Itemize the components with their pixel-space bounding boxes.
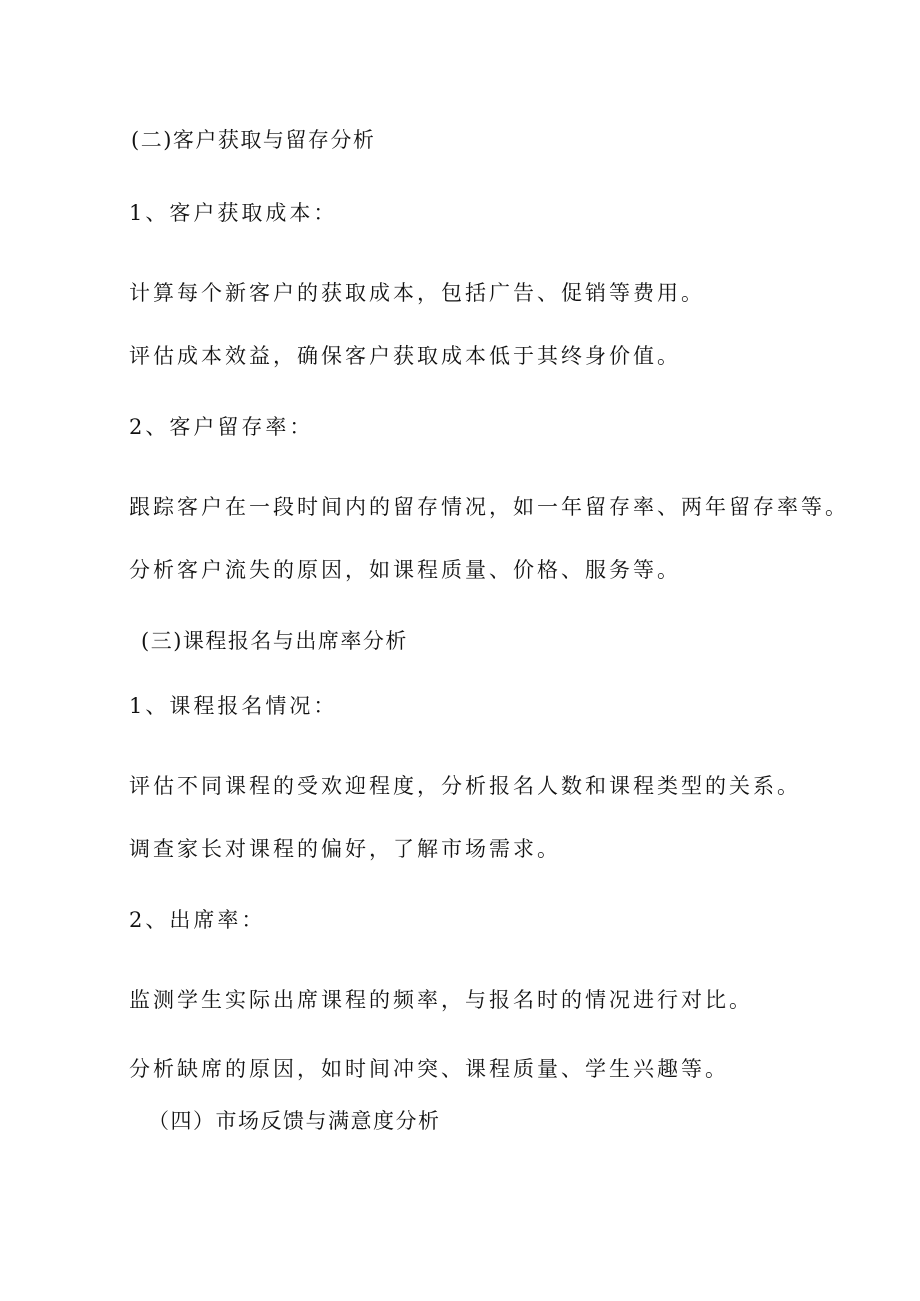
section-heading-market-feedback: （四）市场反馈与满意度分析	[148, 1109, 441, 1133]
item-title-enrollment-status: 1、课程报名情况：	[129, 694, 338, 718]
section-heading-customer-acquisition: (二)客户获取与留存分析	[131, 128, 376, 152]
item-title-attendance-rate: 2、出席率：	[129, 908, 266, 932]
item-title-acquisition-cost: 1、客户获取成本：	[129, 201, 338, 225]
paragraph-line: 评估成本效益，确保客户获取成本低于其终身价值。	[129, 344, 681, 368]
paragraph-line: 分析缺席的原因，如时间冲突、课程质量、学生兴趣等。	[129, 1057, 729, 1081]
paragraph-line: 分析客户流失的原因，如课程质量、价格、服务等。	[129, 558, 681, 582]
item-title-retention-rate: 2、客户留存率：	[129, 415, 314, 439]
section-heading-course-enrollment: (三)课程报名与出席率分析	[141, 629, 408, 653]
paragraph-line: 跟踪客户在一段时间内的留存情况，如一年留存率、两年留存率等。	[129, 495, 849, 519]
paragraph-line: 评估不同课程的受欢迎程度，分析报名人数和课程类型的关系。	[129, 774, 801, 798]
paragraph-line: 监测学生实际出席课程的频率，与报名时的情况进行对比。	[129, 988, 753, 1012]
paragraph-line: 计算每个新客户的获取成本，包括广告、促销等费用。	[129, 281, 705, 305]
paragraph-line: 调查家长对课程的偏好，了解市场需求。	[129, 837, 561, 861]
